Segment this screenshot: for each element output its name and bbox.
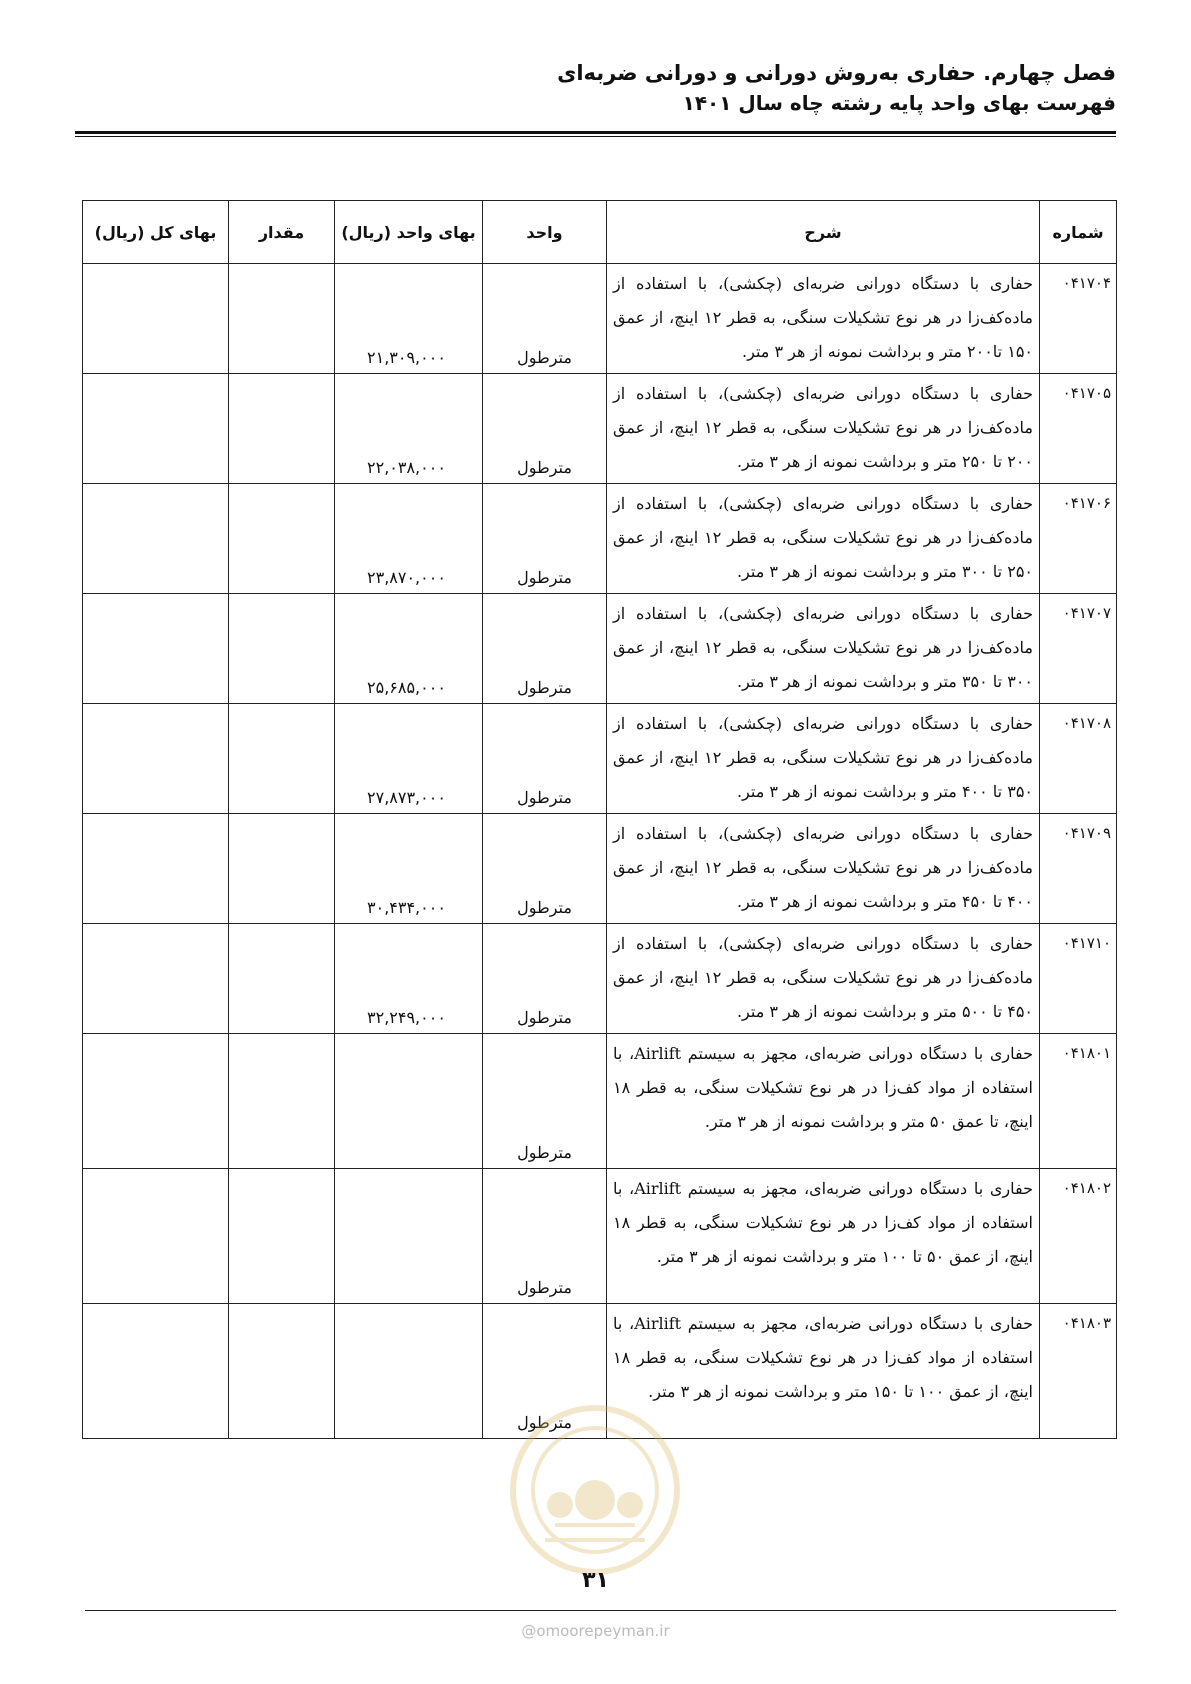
seal-watermark <box>505 1400 685 1580</box>
item-number: ۰۴۱۷۰۶ <box>1040 484 1117 594</box>
col-header-quantity: مقدار <box>229 201 335 264</box>
item-total-price <box>83 1169 229 1304</box>
item-number: ۰۴۱۸۰۱ <box>1040 1034 1117 1169</box>
item-quantity <box>229 1034 335 1169</box>
item-quantity <box>229 924 335 1034</box>
item-quantity <box>229 704 335 814</box>
col-header-unit: واحد <box>483 201 607 264</box>
item-unit-price: ۳۲,۲۴۹,۰۰۰ <box>335 924 483 1034</box>
table-row <box>83 814 1117 924</box>
item-unit: مترطول <box>483 704 607 814</box>
chapter-title: فصل چهارم. حفاری به‌روش دورانی و دورانی ضربه‌ای <box>557 61 1116 85</box>
item-quantity <box>229 374 335 484</box>
item-description: حفاری با دستگاه دورانی ضربه‌ای (چکشی)، با استفاده از ماده‌کف‌زا در هر نوع تشکیلات سنگی، به قطر ۱۲ اینچ، از عمق ۳۵۰ تا ۴۰۰ متر و برداشت نمونه از هر ۳ متر. <box>607 704 1040 814</box>
item-description: حفاری با دستگاه دورانی ضربه‌ای (چکشی)، با استفاده از ماده‌کف‌زا در هر نوع تشکیلات سنگی، به قطر ۱۲ اینچ، از عمق ۴۵۰ تا ۵۰۰ متر و برداشت نمونه از هر ۳ متر. <box>607 924 1040 1034</box>
item-number: ۰۴۱۷۰۸ <box>1040 704 1117 814</box>
item-quantity <box>229 814 335 924</box>
item-number: ۰۴۱۷۰۷ <box>1040 594 1117 704</box>
item-unit: مترطول <box>483 594 607 704</box>
item-number: ۰۴۱۷۰۹ <box>1040 814 1117 924</box>
item-unit-price: ۲۳,۸۷۰,۰۰۰ <box>335 484 483 594</box>
footer-rule <box>85 1610 1116 1611</box>
item-total-price <box>83 814 229 924</box>
item-total-price <box>83 484 229 594</box>
item-description: حفاری با دستگاه دورانی ضربه‌ای، مجهز به سیستم Airlift، با استفاده از مواد کف‌زا در هر نوع تشکیلات سنگی، به قطر ۱۸ اینچ، از عمق ۱۰۰ تا ۱۵۰ متر و برداشت نمونه از هر ۳ متر. <box>607 1304 1040 1439</box>
item-unit: مترطول <box>483 1304 607 1439</box>
item-unit-price: ۲۲,۰۳۸,۰۰۰ <box>335 374 483 484</box>
item-unit-price: ۲۷,۸۷۳,۰۰۰ <box>335 704 483 814</box>
item-unit-price: ۲۵,۶۸۵,۰۰۰ <box>335 594 483 704</box>
item-description: حفاری با دستگاه دورانی ضربه‌ای (چکشی)، با استفاده از ماده‌کف‌زا در هر نوع تشکیلات سنگی، به قطر ۱۲ اینچ، از عمق ۳۰۰ تا ۳۵۰ متر و برداشت نمونه از هر ۳ متر. <box>607 594 1040 704</box>
col-header-unit-price: بهای واحد (ریال) <box>335 201 483 264</box>
item-unit-price <box>335 1304 483 1439</box>
table-header-row <box>83 201 1117 264</box>
item-quantity <box>229 484 335 594</box>
footer-site: @omoorepeyman.ir <box>521 1622 670 1640</box>
item-number: ۰۴۱۷۱۰ <box>1040 924 1117 1034</box>
item-number: ۰۴۱۸۰۳ <box>1040 1304 1117 1439</box>
list-title: فهرست بهای واحد پایه رشته چاه سال ۱۴۰۱ <box>682 91 1116 115</box>
item-unit-price <box>335 1034 483 1169</box>
page-number: ۳۱ <box>582 1568 609 1593</box>
item-description: حفاری با دستگاه دورانی ضربه‌ای، مجهز به سیستم Airlift، با استفاده از مواد کف‌زا در هر نوع تشکیلات سنگی، به قطر ۱۸ اینچ، از عمق ۵۰ تا ۱۰۰ متر و برداشت نمونه از هر ۳ متر. <box>607 1169 1040 1304</box>
item-description: حفاری با دستگاه دورانی ضربه‌ای، مجهز به سیستم Airlift، با استفاده از مواد کف‌زا در هر نوع تشکیلات سنگی، به قطر ۱۸ اینچ، تا عمق ۵۰ متر و برداشت نمونه از هر ۳ متر. <box>607 1034 1040 1169</box>
item-total-price <box>83 264 229 374</box>
item-unit-price: ۲۱,۳۰۹,۰۰۰ <box>335 264 483 374</box>
item-number: ۰۴۱۸۰۲ <box>1040 1169 1117 1304</box>
item-total-price <box>83 704 229 814</box>
item-description: حفاری با دستگاه دورانی ضربه‌ای (چکشی)، با استفاده از ماده‌کف‌زا در هر نوع تشکیلات سنگی، به قطر ۱۲ اینچ، از عمق ۲۰۰ تا ۲۵۰ متر و برداشت نمونه از هر ۳ متر. <box>607 374 1040 484</box>
item-unit: مترطول <box>483 484 607 594</box>
table-row <box>83 264 1117 374</box>
table-row <box>83 1169 1117 1304</box>
header-rule-thin <box>75 136 1116 137</box>
table-row <box>83 594 1117 704</box>
table-row <box>83 924 1117 1034</box>
item-description: حفاری با دستگاه دورانی ضربه‌ای (چکشی)، با استفاده از ماده‌کف‌زا در هر نوع تشکیلات سنگی، به قطر ۱۲ اینچ، از عمق ۴۰۰ تا ۴۵۰ متر و برداشت نمونه از هر ۳ متر. <box>607 814 1040 924</box>
item-quantity <box>229 1304 335 1439</box>
item-total-price <box>83 924 229 1034</box>
item-unit-price <box>335 1169 483 1304</box>
header-rule-thick <box>75 131 1116 134</box>
item-quantity <box>229 594 335 704</box>
item-unit: مترطول <box>483 924 607 1034</box>
item-number: ۰۴۱۷۰۴ <box>1040 264 1117 374</box>
item-unit: مترطول <box>483 1169 607 1304</box>
col-header-total-price: بهای کل (ریال) <box>83 201 229 264</box>
col-header-number: شماره <box>1040 201 1117 264</box>
table-row <box>83 1034 1117 1169</box>
item-description: حفاری با دستگاه دورانی ضربه‌ای (چکشی)، با استفاده از ماده‌کف‌زا در هر نوع تشکیلات سنگی، به قطر ۱۲ اینچ، از عمق ۲۵۰ تا ۳۰۰ متر و برداشت نمونه از هر ۳ متر. <box>607 484 1040 594</box>
item-unit: مترطول <box>483 264 607 374</box>
table-row <box>83 704 1117 814</box>
item-unit: مترطول <box>483 374 607 484</box>
item-total-price <box>83 1304 229 1439</box>
item-quantity <box>229 264 335 374</box>
price-table <box>82 200 1117 1439</box>
item-unit: مترطول <box>483 1034 607 1169</box>
item-number: ۰۴۱۷۰۵ <box>1040 374 1117 484</box>
col-header-description: شرح <box>607 201 1040 264</box>
item-total-price <box>83 594 229 704</box>
table-row <box>83 484 1117 594</box>
item-total-price <box>83 374 229 484</box>
item-description: حفاری با دستگاه دورانی ضربه‌ای (چکشی)، با استفاده از ماده‌کف‌زا در هر نوع تشکیلات سنگی، به قطر ۱۲ اینچ، از عمق ۱۵۰ تا۲۰۰ متر و برداشت نمونه از هر ۳ متر. <box>607 264 1040 374</box>
item-total-price <box>83 1034 229 1169</box>
table-row <box>83 374 1117 484</box>
page-header <box>75 58 1116 118</box>
item-unit: مترطول <box>483 814 607 924</box>
item-unit-price: ۳۰,۴۳۴,۰۰۰ <box>335 814 483 924</box>
item-quantity <box>229 1169 335 1304</box>
